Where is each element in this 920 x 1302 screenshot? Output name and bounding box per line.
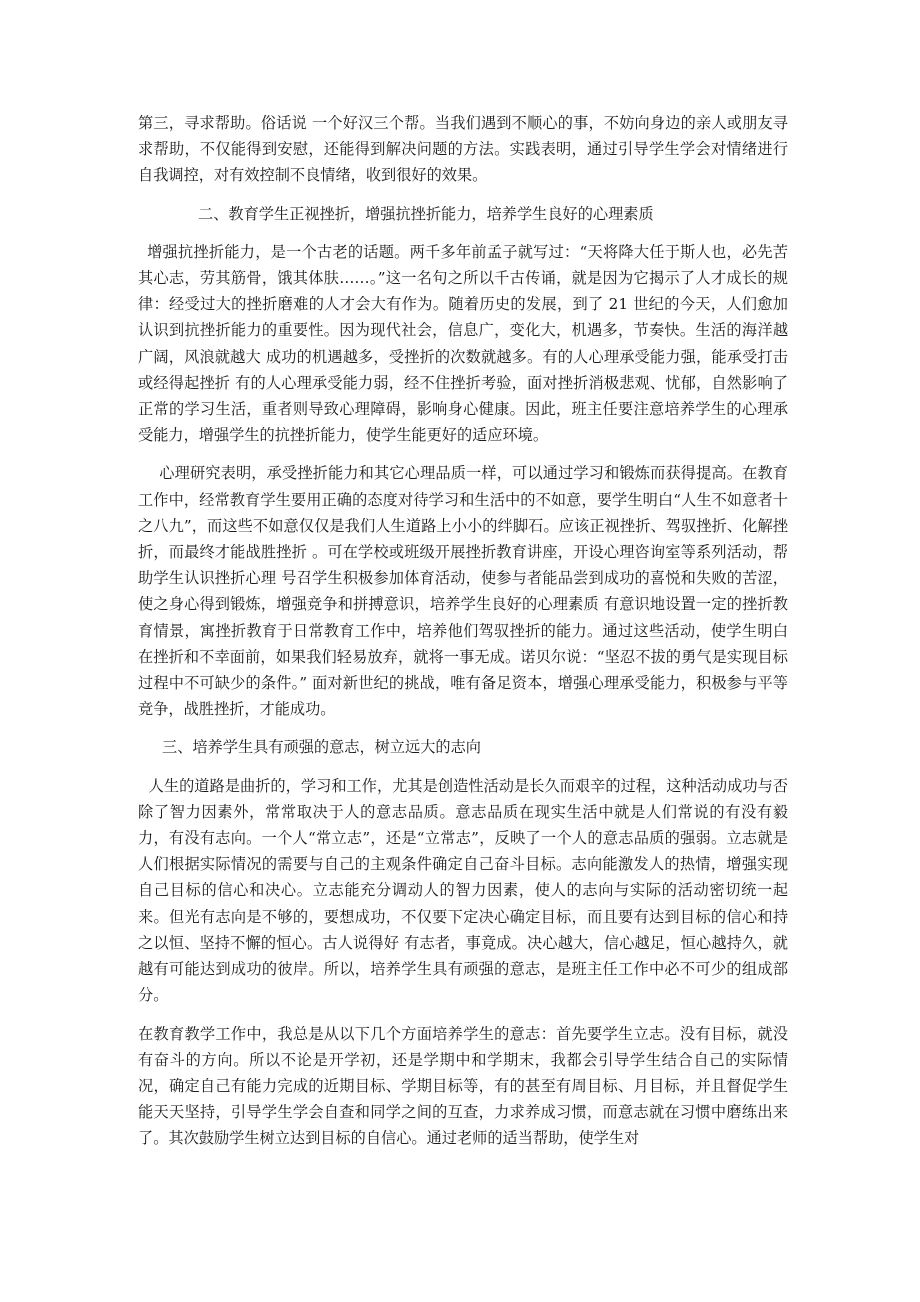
document-page xyxy=(138,110,788,1164)
paragraph-teaching-practice: 在教育教学工作中，我总是从以下几个方面培养学生的意志：首先要学生立志。没有目标，就没有奋斗的方向。所以不论是开学初，还是学期中和学期末，我都会引导学生结合自己的实际情况，确定自己有能力完成的近期目标、学期目标等，有的甚至有周目标、月目标，并且督促学生能天天坚持，引导学生学会自查和同学之间的互查，力求养成习惯，而意志就在习惯中磨练出来了。其次鼓励学生树立达到目标的自信心。通过老师的适当帮助，使学生对 xyxy=(138,1024,788,1148)
paragraph-seeking-help: 第三，寻求帮助。俗话说 一个好汉三个帮。当我们遇到不顺心的事，不妨向身边的亲人或朋友寻求帮助，不仅能得到安慰，还能得到解决问题的方法。实践表明，通过引导学生学会对情绪进行自我调控，对有效控制不良情绪，收到很好的效果。 xyxy=(138,114,788,185)
paragraph-resilience-training: 心理研究表明，承受挫折能力和其它心理品质一样，可以通过学习和锻炼而获得提高。在教育工作中，经常教育学生要用正确的态度对待学习和生活中的不如意，要学生明白“人生不如意者十之八九”，而这些不如意仅仅是我们人生道路上小小的绊脚石。应该正视挫折、驾驭挫折、化解挫折，而最终才能战胜挫折 。可在学校或班级开展挫折教育讲座，开设心理咨询室等系列活动，帮助学生认识挫折心理 号召学生积极参加体育活动，使参与者能品尝到成功的喜悦和失败的苦涩，使之身心得到锻炼，增强竞争和拼搏意识，培养学生良好的心理素质 有意识地设置一定的挫折教育情景，寓挫折教育于日常教育工作中，培养他们驾驭挫折的能力。通过这些活动，使学生明白在挫折和不幸面前，如果我们轻易放弃，就将一事无成。诺贝尔说：“坚忍不拔的勇气是实现目标过程中不可缺少的条件。” 面对新世纪的挑战，唯有备足资本，增强心理承受能力，积极参与平等竞争，战胜挫折，才能成功。 xyxy=(138,464,788,719)
section-heading-two: 二、教育学生正视挫折，增强抗挫折能力，培养学生良好的心理素质 xyxy=(198,204,654,223)
section-heading-three: 三、培养学生具有顽强的意志，树立远大的志向 xyxy=(162,738,481,757)
paragraph-willpower: 人生的道路是曲折的，学习和工作，尤其是创造性活动是长久而艰辛的过程，这种活动成功与否除了智力因素外，常常取决于人的意志品质。意志品质在现实生活中就是人们常说的有没有毅力，有没有志向。一个人“常立志”，还是“立常志”，反映了一个人的意志品质的强弱。立志就是人们根据实际情况的需要与自己的主观条件确定自己奋斗目标。志向能激发人的热情，增强实现自己目标的信心和决心。立志能充分调动人的智力因素，使人的志向与实际的活动密切统一起来。但光有志向是不够的，要想成功，不仅要下定决心确定目标，而且要有达到目标的信心和持之以恒、坚持不懈的恒心。古人说得好 有志者，事竟成。决心越大，信心越足，恒心越持久，就越有可能达到成功的彼岸。所以，培养学生具有顽强的意志，是班主任工作中必不可少的组成部分。 xyxy=(138,776,788,1005)
paragraph-resilience-intro: 增强抗挫折能力，是一个古老的话题。两千多年前孟子就写过：“天将降大任于斯人也，必先苦其心志，劳其筋骨，饿其体肤……。”这一名句之所以千古传诵，就是因为它揭示了人才成长的规律：经受过大的挫折磨难的人才会大有作为。随着历史的发展，到了 21 世纪的今天，人们愈加认识到抗挫折能力的重要性。因为现代社会，信息广，变化大，机遇多，节奏快。生活的海洋越广阔，风浪就越大 成功的机遇越多，受挫折的次数就越多。有的人心理承受能力强，能承受打击或经得起挫折 有的人心理承受能力弱，经不住挫折考验，面对挫折消极悲观、忧郁，自然影响了正常的学习生活，重者则导致心理障碍，影响身心健康。因此，班主任要注意培养学生的心理承受能力，增强学生的抗挫折能力，使学生能更好的适应环境。 xyxy=(138,242,788,445)
